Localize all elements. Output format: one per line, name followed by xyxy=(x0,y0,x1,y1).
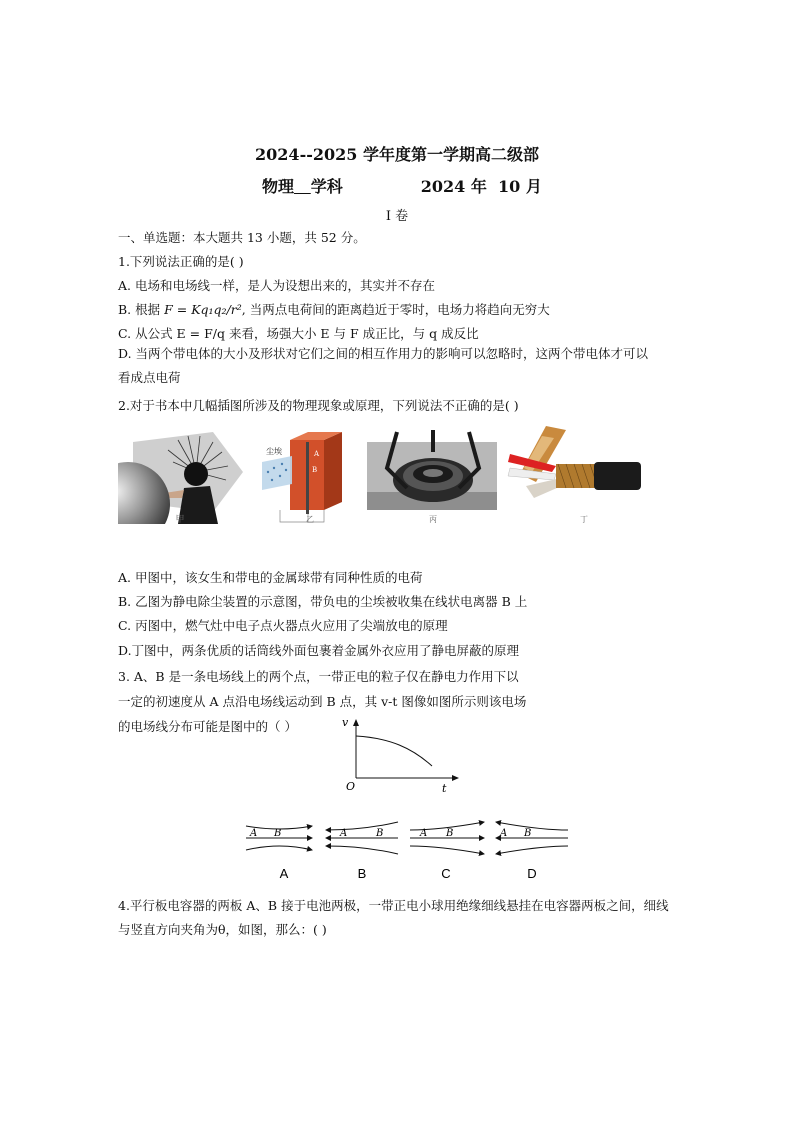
q1-option-b-suffix: , 当两点电荷间的距离趋近于零时，电场力将趋向无穷大 xyxy=(241,302,550,317)
q2-option-c: C. 丙图中，燃气灶中电子点火器点火应用了尖端放电的原理 xyxy=(118,618,448,633)
option-c-point-a: A xyxy=(420,828,428,839)
q2-stem: 2.对于书本中几幅插图所涉及的物理现象或原理，下列说法不正确的是( ) xyxy=(118,398,519,413)
q4-text: 4.平行板电容器的两板 A、B 接于电池两极，一带正电小球用绝缘细线悬挂在电容器两板之间，细线与竖直方向夹角为θ，如图，那么：( ) xyxy=(118,898,669,937)
caption-yi: 乙 xyxy=(306,515,314,524)
q1-option-b-prefix: B. 根据 xyxy=(118,302,165,317)
option-c-point-b: B xyxy=(446,828,454,839)
volume-label: I 卷 xyxy=(385,209,409,224)
q2-option-a: A. 甲图中，该女生和带电的金属球带有同种性质的电荷 xyxy=(118,570,423,585)
option-b-point-b: B xyxy=(376,828,384,839)
subject-line xyxy=(262,174,542,197)
q1-option-d: D. 当两个带电体的大小及形状对它们之间的相互作用力的影响可以忽略时，这两个带电体才可以看成点电荷 xyxy=(118,346,649,385)
q3-line-3: 的电场线分布可能是图中的（ ） xyxy=(118,719,297,734)
caption-bing: 丙 xyxy=(429,515,437,524)
vt-curve xyxy=(356,736,432,766)
v-axis-label: v xyxy=(342,716,349,729)
subject-blank xyxy=(294,177,311,196)
caption-jia: 甲 xyxy=(175,515,185,524)
option-a-point-a: A xyxy=(250,828,258,839)
plate-b-label: B xyxy=(312,466,318,474)
option-c-label: C xyxy=(441,866,451,881)
option-d-point-a: A xyxy=(500,828,508,839)
field-line-options xyxy=(240,816,570,888)
figure-jia xyxy=(118,432,243,524)
q1-option-b xyxy=(118,300,550,318)
exam-date: 2024 年 10 月 xyxy=(420,177,542,196)
figure-bing xyxy=(367,428,497,524)
figure-ding xyxy=(506,424,641,524)
option-d-point-b: B xyxy=(524,828,532,839)
section-heading: 一、单选题：本大题共 13 小题，共 52 分。 xyxy=(118,230,366,245)
q2-option-d: D.丁图中，两条优质的话筒线外面包裹着金属外衣应用了静电屏蔽的原理 xyxy=(118,643,520,658)
plate-a-label: A xyxy=(314,450,320,458)
option-a-label: A xyxy=(279,866,289,881)
caption-ding: 丁 xyxy=(580,515,588,524)
origin-label: O xyxy=(346,780,356,793)
q3-line-1: 3. A、B 是一条电场线上的两个点，一带正电的粒子仅在静电力作用下以 xyxy=(118,669,519,684)
figure-yi xyxy=(262,432,357,524)
option-d-label: D xyxy=(527,866,537,881)
option-b-point-a: A xyxy=(340,828,348,839)
option-a-point-b: B xyxy=(274,828,282,839)
q1-stem: 1.下列说法正确的是( ) xyxy=(118,254,244,269)
subject-name: 物理 xyxy=(262,177,295,196)
q3-line-2: 一定的初速度从 A 点沿电场线运动到 B 点，其 v-t 图像如图所示则该电场 xyxy=(118,694,527,709)
q1-option-c: C. 从公式 E = F/q 来看，场强大小 E 与 F 成正比，与 q 成反比 xyxy=(118,326,479,341)
coulomb-formula: F = Kq₁q₂/r² xyxy=(164,302,242,317)
option-b-label: B xyxy=(357,866,367,881)
exam-title: 2024--2025 学年度第一学期高二级部 xyxy=(255,145,539,164)
subject-suffix: 学科 xyxy=(310,177,343,196)
q1-option-a: A. 电场和电场线一样，是人为设想出来的，其实并不存在 xyxy=(118,278,435,293)
t-axis-label: t xyxy=(442,782,447,795)
vt-graph xyxy=(340,714,470,796)
dust-label: 尘埃 xyxy=(266,447,282,456)
q2-option-b: B. 乙图为静电除尘装置的示意图，带负电的尘埃被收集在线状电离器 B 上 xyxy=(118,594,528,609)
option-b-field xyxy=(326,822,398,854)
